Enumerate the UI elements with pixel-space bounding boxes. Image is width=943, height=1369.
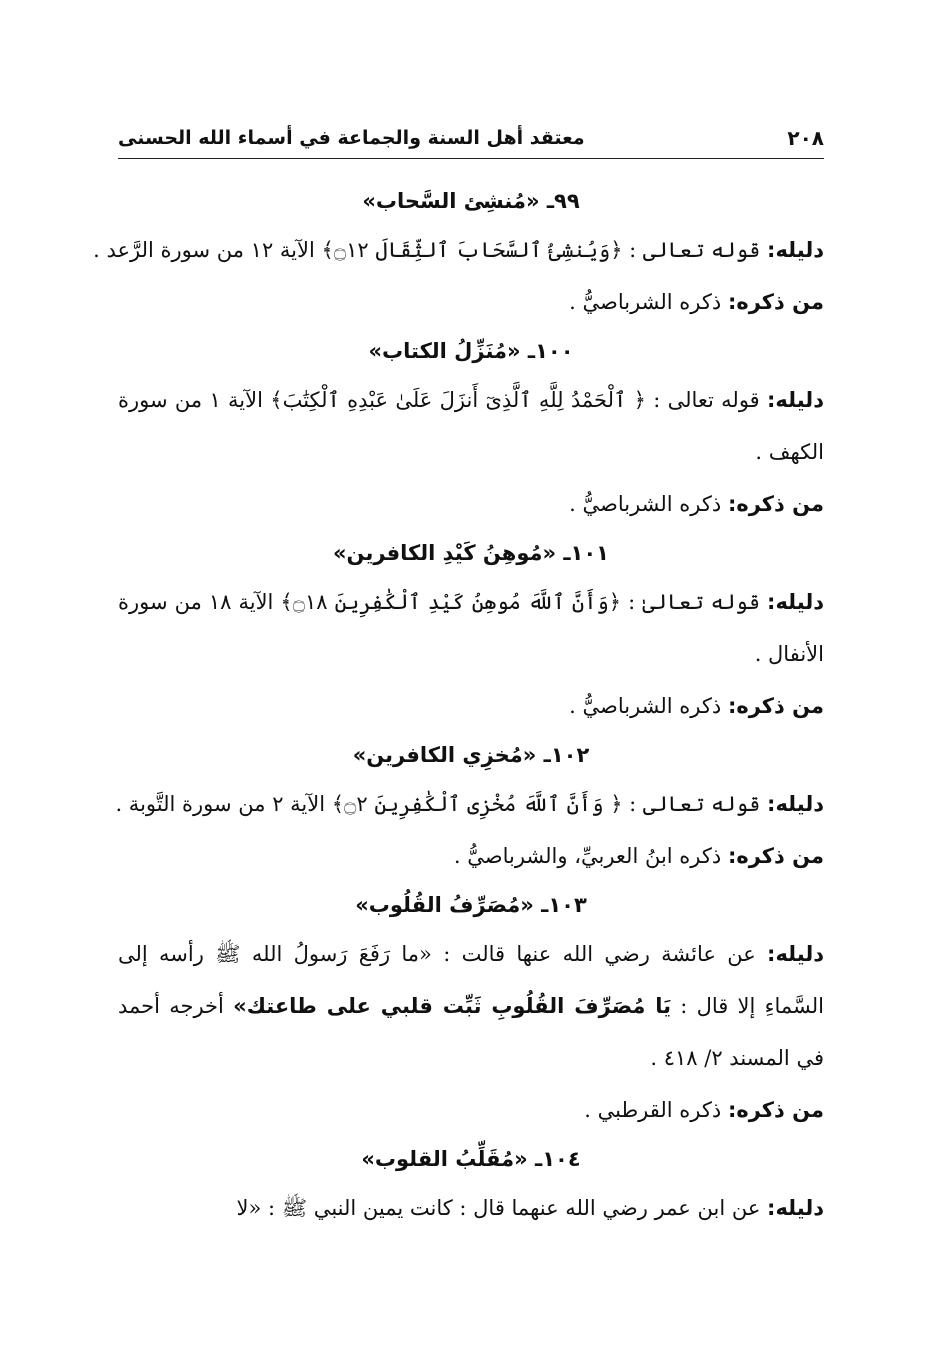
- evidence-paragraph: [93, 224, 824, 276]
- entry-heading: ١٠٤ـ «مُقَلِّبُ القلوب»: [361, 1147, 581, 1171]
- mentioned-label: من ذكره:: [727, 492, 824, 516]
- entry-heading: ٩٩ـ «مُنشِئ السَّحاب»: [362, 189, 580, 213]
- mentioned-paragraph: [118, 1084, 824, 1136]
- evidence-paragraph: [115, 778, 824, 830]
- mentioned-text: ذكره ابنُ العربيِّ، والشرباصيُّ .: [453, 844, 722, 868]
- mentioned-label: من ذكره:: [727, 694, 824, 718]
- evidence-text-before: عن عائشة رضي الله عنها قالت : «ما رَفَعَ رَسولُ الله ﷺ رأسه إلى السَّماءِ إلا قال :: [118, 942, 824, 1018]
- mentioned-label: من ذكره:: [727, 290, 824, 314]
- evidence-paragraph: [118, 576, 824, 680]
- evidence-text: قوله تعالى : ﴿وَيُنشِئُ ٱلسَّحَابَ ٱلثِّقَالَ ۝١٢﴾ الآية ١٢ من سورة الرَّعد .: [93, 238, 761, 262]
- mentioned-text: ذكره الشرباصيُّ .: [569, 492, 722, 516]
- entry-heading: ١٠٢ـ «مُخزِي الكافرين»: [352, 743, 590, 767]
- evidence-text: قوله تعالى : ﴿ ٱلْحَمْدُ لِلَّهِ ٱلَّذِىٓ أَنزَلَ عَلَىٰ عَبْدِهِ ٱلْكِتَٰبَ﴾ الآية ١ من سورة الكهف .: [118, 388, 824, 464]
- mentioned-paragraph: [118, 680, 824, 732]
- evidence-paragraph: [118, 374, 824, 478]
- mentioned-label: من ذكره:: [727, 1098, 824, 1122]
- hadith-bold-text: يَا مُصَرِّفَ القُلُوبِ ثَبِّت قلبي على طاعتك»: [233, 994, 672, 1018]
- entry-heading: ١٠٣ـ «مُصَرِّفُ القُلُوب»: [355, 893, 587, 917]
- mentioned-label: من ذكره:: [727, 844, 824, 868]
- evidence-text-after: أخرجه أحمد في المسند ٢/ ٤١٨ .: [118, 994, 824, 1070]
- page-number: ٢٠٨: [787, 126, 824, 150]
- mentioned-paragraph: [118, 830, 824, 882]
- evidence-text: قوله تعالىٰ : ﴿وَأَنَّ ٱللَّهَ مُوهِنُ كَيْدِ ٱلْكَٰفِرِينَ ۝١٨﴾ الآية ١٨ من سورة الأنفال .: [118, 590, 824, 666]
- mentioned-paragraph: [118, 276, 824, 328]
- evidence-label: دليله:: [767, 792, 824, 816]
- page-content: [93, 178, 824, 1234]
- evidence-paragraph: [118, 928, 824, 1084]
- mentioned-text: ذكره الشرباصيُّ .: [569, 290, 722, 314]
- evidence-text: عن ابن عمر رضي الله عنهما قال : كانت يمين النبي ﷺ : «لا: [236, 1196, 761, 1220]
- mentioned-text: ذكره القرطبي .: [584, 1098, 722, 1122]
- evidence-label: دليله:: [767, 1196, 824, 1220]
- running-header: [118, 118, 824, 159]
- entry-heading: ١٠٠ـ «مُنَزِّلُ الكتاب»: [368, 339, 574, 363]
- evidence-label: دليله:: [767, 590, 824, 614]
- book-title: معتقد أهل السنة والجماعة في أسماء الله الحسنى: [118, 127, 585, 149]
- evidence-paragraph: [118, 1182, 824, 1234]
- mentioned-text: ذكره الشرباصيُّ .: [569, 694, 722, 718]
- entry-heading: ١٠١ـ «مُوهِنُ كَيْدِ الكافرين»: [332, 541, 609, 565]
- evidence-label: دليله:: [767, 388, 824, 412]
- evidence-text: قوله تعالى : ﴿ وَأَنَّ ٱللَّهَ مُخْزِى ٱلْكَٰفِرِينَ ۝٢﴾ الآية ٢ من سورة التَّوبة .: [115, 792, 761, 816]
- evidence-label: دليله:: [767, 942, 824, 966]
- evidence-label: دليله:: [767, 238, 824, 262]
- mentioned-paragraph: [118, 478, 824, 530]
